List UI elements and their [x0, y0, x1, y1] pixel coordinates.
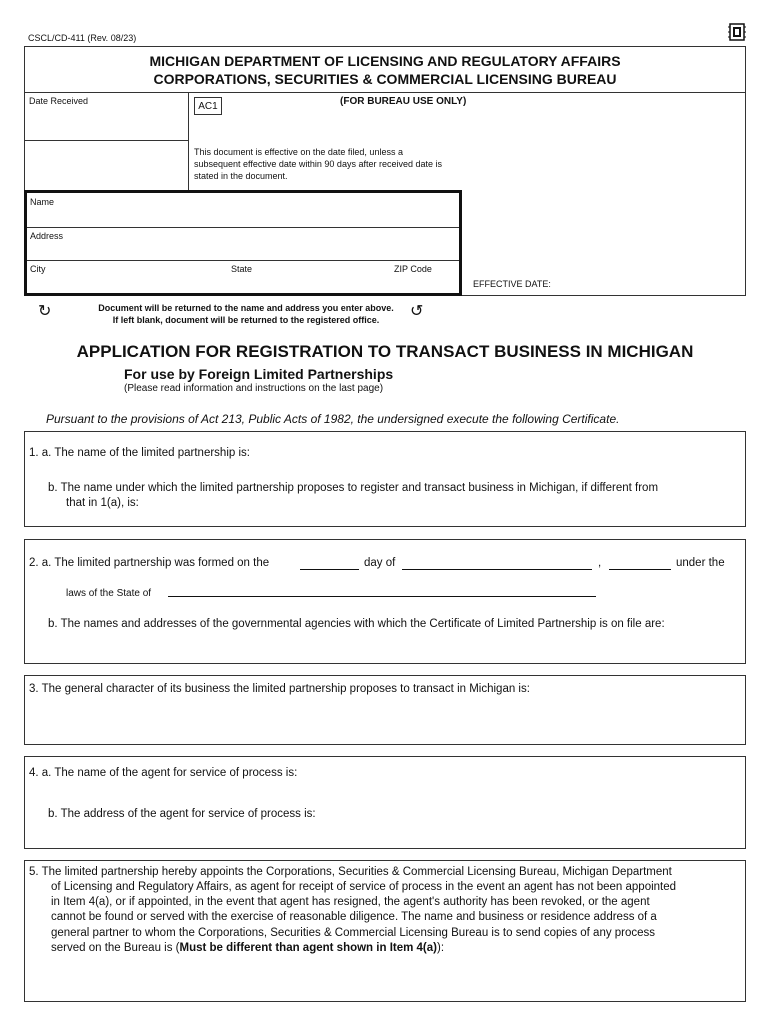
laws-of-state-label: laws of the State of: [66, 588, 152, 599]
item4b-text: b. The address of the agent for service of process is:: [48, 808, 316, 820]
formed-year-field[interactable]: [609, 569, 671, 570]
pursuant-statement: Pursuant to the provisions of Act 213, Public Acts of 1982, the undersigned execute the following Certificate.: [46, 412, 620, 426]
item5-line5: general partner to whom the Corporations, Securities & Commercial Licensing Bureau is to send copies of any process: [51, 927, 656, 939]
item2a-text: 2. a. The limited partnership was formed on the: [29, 557, 270, 569]
department-name: MICHIGAN DEPARTMENT OF LICENSING AND REGULATORY AFFAIRS: [149, 53, 621, 69]
form-number: CSCL/CD-411 (Rev. 08/23): [28, 33, 137, 43]
formed-month-field[interactable]: [402, 569, 592, 570]
item2b-text: b. The names and addresses of the governmental agencies with which the Certificate of Limited Partnership is on file are:: [48, 618, 665, 630]
item1b-text: b. The name under which the limited partnership proposes to register and transact business in Michigan, if different from: [48, 482, 659, 494]
form-subtitle: For use by Foreign Limited Partnerships: [124, 366, 394, 382]
return-arrow-right-icon: ↺: [410, 303, 424, 320]
address-label: Address: [30, 231, 64, 241]
zip-label: ZIP Code: [394, 264, 432, 274]
formed-day-field[interactable]: [300, 569, 359, 570]
day-of-label: day of: [364, 557, 396, 569]
effective-note: This document is effective on the date filed, unless a subsequent effective date within 90 days after received date is stated in the document.: [194, 147, 442, 181]
item1a-text: 1. a. The name of the limited partnership is:: [29, 447, 250, 459]
item5-line4: cannot be found or served with the exercise of reasonable diligence. The name and business or residence address of a: [51, 911, 657, 923]
item5-line1: 5. The limited partnership hereby appoints the Corporations, Securities & Commercial Licensing Bureau, Michigan Department: [29, 866, 672, 878]
return-address-box: [24, 190, 462, 296]
header-divider: [24, 92, 746, 93]
return-arrow-left-icon: ↻: [38, 303, 52, 320]
item5-line6: [51, 941, 444, 956]
instructions-note: (Please read information and instructions on the last page): [124, 383, 384, 394]
effective-date-label: EFFECTIVE DATE:: [473, 279, 551, 289]
item5-line6-start: served on the Bureau is (: [51, 942, 180, 954]
bureau-use-label: (FOR BUREAU USE ONLY): [340, 96, 467, 107]
return-note: [60, 302, 432, 326]
state-of-formation-field[interactable]: [168, 596, 596, 597]
department-heading: [24, 52, 746, 88]
ac1-box: AC1: [194, 97, 222, 115]
date-received-divider: [188, 92, 189, 190]
item1b-text-cont: that in 1(a), is:: [66, 497, 139, 509]
item5-line2: of Licensing and Regulatory Affairs, as agent for receipt of service of process in the event an agent has not been appointed: [51, 881, 677, 893]
return-note-line2: If left blank, document will be returned to the registered office.: [112, 315, 380, 325]
item3-text: 3. The general character of its business the limited partnership proposes to transact in Michigan is:: [29, 683, 530, 695]
name-label: Name: [30, 197, 55, 207]
return-note-line1: Document will be returned to the name and address you enter above.: [98, 303, 394, 313]
state-label: State: [231, 264, 253, 274]
date-received-label: Date Received: [29, 96, 89, 106]
form-title: APPLICATION FOR REGISTRATION TO TRANSACT BUSINESS IN MICHIGAN: [76, 342, 694, 361]
item5-line6-end: ):: [437, 942, 445, 954]
bureau-name: CORPORATIONS, SECURITIES & COMMERCIAL LICENSING BUREAU: [153, 71, 617, 87]
item5-line3: in Item 4(a), or if appointed, in the event that agent has resigned, the agent's authority has been revoked, or the agent: [51, 896, 650, 908]
barcode-icon: [728, 22, 746, 42]
city-label: City: [30, 264, 46, 274]
name-divider: [27, 227, 459, 228]
date-received-bottom: [24, 140, 188, 141]
item5-line6-bold: Must be different than agent shown in Item 4(a): [179, 942, 437, 954]
comma-label: ,: [598, 557, 602, 569]
under-the-label: under the: [676, 557, 725, 569]
address-divider: [27, 260, 459, 261]
item4a-text: 4. a. The name of the agent for service of process is:: [29, 767, 298, 779]
